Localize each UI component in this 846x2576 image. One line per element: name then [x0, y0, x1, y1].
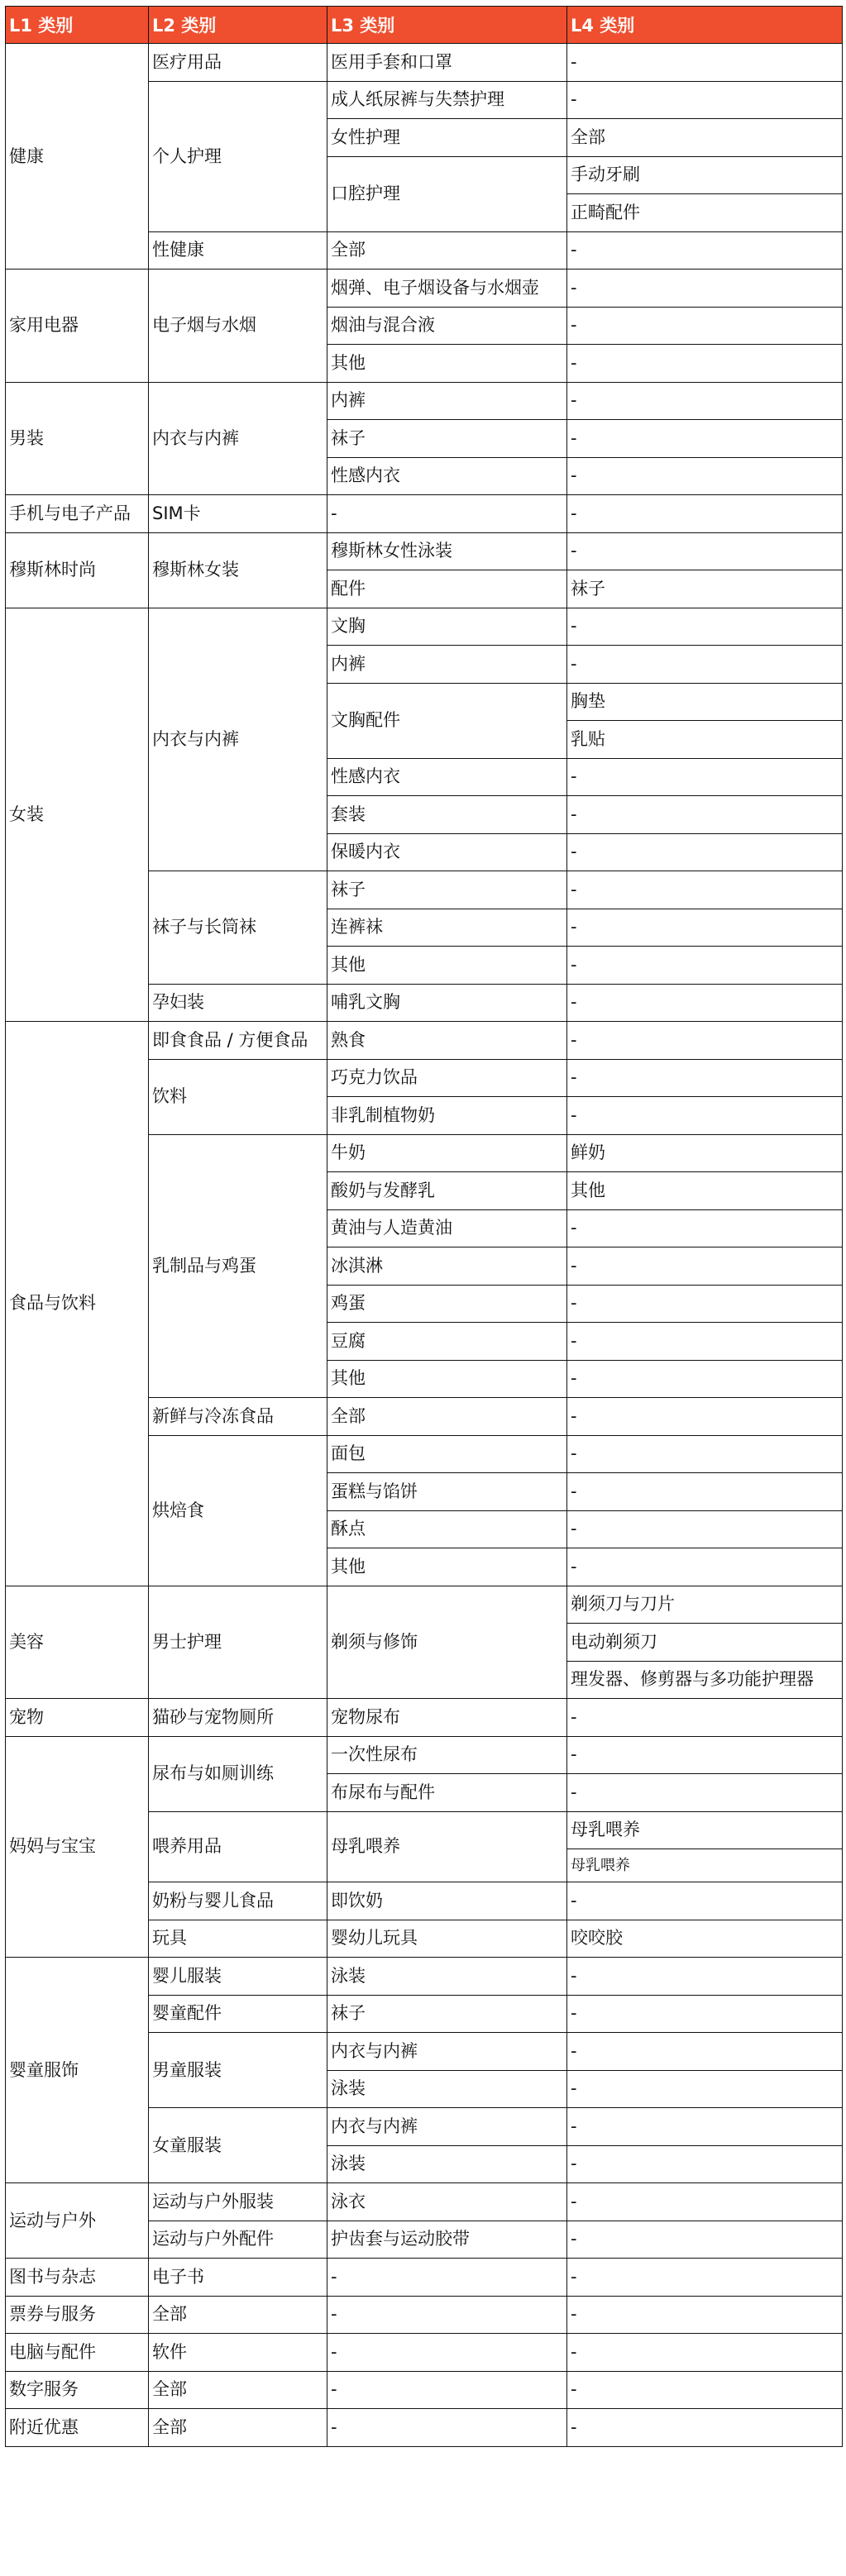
l3-category-cell: 穆斯林女性泳装 — [327, 532, 567, 570]
l3-category-cell: 内裤 — [327, 646, 567, 684]
l4-category-cell: - — [567, 1435, 843, 1473]
l3-category-cell: 性感内衣 — [327, 457, 567, 495]
l4-category-cell: - — [567, 1360, 843, 1398]
l3-category-cell: 巧克力饮品 — [327, 1059, 567, 1097]
l3-category-cell: 全部 — [327, 1398, 567, 1436]
l3-category-cell: 泳衣 — [327, 2183, 567, 2221]
l1-category-cell: 数字服务 — [6, 2371, 149, 2409]
l3-category-cell: 文胸 — [327, 608, 567, 646]
l2-category-cell: 孕妇装 — [149, 984, 327, 1022]
l4-category-cell: - — [567, 457, 843, 495]
l3-category-cell: 袜子 — [327, 1995, 567, 2033]
l3-category-cell: 布尿布与配件 — [327, 1774, 567, 1812]
l1-category-cell: 健康 — [6, 44, 149, 270]
l1-category-cell: 女装 — [6, 608, 149, 1022]
l4-category-cell: - — [567, 2033, 843, 2071]
l4-category-cell: - — [567, 2409, 843, 2447]
l4-category-cell: - — [567, 1699, 843, 1737]
l2-category-cell: 尿布与如厕训练 — [149, 1736, 327, 1811]
l4-category-cell: 电动剃须刀 — [567, 1624, 843, 1662]
l1-category-cell: 宠物 — [6, 1699, 149, 1737]
l4-category-cell: - — [567, 44, 843, 82]
l4-category-cell: - — [567, 796, 843, 834]
l4-category-cell: 母乳喂养 — [567, 1849, 843, 1882]
l4-category-cell: - — [567, 1473, 843, 1511]
l4-category-cell: 袜子 — [567, 570, 843, 608]
l3-category-cell: 泳装 — [327, 2145, 567, 2183]
l3-category-cell: 其他 — [327, 947, 567, 985]
l4-category-cell: - — [567, 1097, 843, 1135]
l3-category-cell: 口腔护理 — [327, 156, 567, 231]
l4-category-cell: - — [567, 270, 843, 308]
table-row — [6, 2259, 843, 2297]
l4-category-cell: - — [567, 307, 843, 345]
l4-category-cell: - — [567, 1323, 843, 1361]
l1-category-cell: 男装 — [6, 382, 149, 495]
table-header-row — [6, 7, 843, 44]
header-l3: L3 类别 — [327, 7, 567, 44]
l4-category-cell: - — [567, 1285, 843, 1323]
l2-category-cell: 新鲜与冷冻食品 — [149, 1398, 327, 1436]
l1-category-cell: 附近优惠 — [6, 2409, 149, 2447]
l4-category-cell: - — [567, 1774, 843, 1812]
header-l4: L4 类别 — [567, 7, 843, 44]
l4-category-cell: - — [567, 833, 843, 871]
l3-category-cell: 蛋糕与馅饼 — [327, 1473, 567, 1511]
l3-category-cell: 面包 — [327, 1435, 567, 1473]
l3-category-cell: 其他 — [327, 345, 567, 383]
l3-category-cell: 一次性尿布 — [327, 1736, 567, 1774]
l4-category-cell: 乳贴 — [567, 721, 843, 759]
l3-category-cell: 熟食 — [327, 1022, 567, 1060]
l2-category-cell: 即食食品 / 方便食品 — [149, 1022, 327, 1060]
l2-category-cell: 穆斯林女装 — [149, 532, 327, 608]
l2-category-cell: 电子烟与水烟 — [149, 270, 327, 383]
table-row — [6, 2183, 843, 2221]
l2-category-cell: 运动与户外配件 — [149, 2221, 327, 2259]
l4-category-cell: 手动牙刷 — [567, 156, 843, 194]
l3-category-cell: 牛奶 — [327, 1134, 567, 1172]
l4-category-cell: - — [567, 420, 843, 458]
l3-category-cell: 内衣与内裤 — [327, 2108, 567, 2146]
l4-category-cell: - — [567, 1958, 843, 1996]
l2-category-cell: SIM卡 — [149, 495, 327, 533]
l4-category-cell: - — [567, 382, 843, 420]
table-row — [6, 2409, 843, 2447]
l2-category-cell: 烘焙食 — [149, 1435, 327, 1586]
l3-category-cell: 保暖内衣 — [327, 833, 567, 871]
l2-category-cell: 性健康 — [149, 231, 327, 270]
l4-category-cell: - — [567, 2183, 843, 2221]
l2-category-cell: 全部 — [149, 2409, 327, 2447]
table-row — [6, 1699, 843, 1737]
l3-category-cell: 哺乳文胸 — [327, 984, 567, 1022]
l2-category-cell: 婴童配件 — [149, 1995, 327, 2033]
l2-category-cell: 乳制品与鸡蛋 — [149, 1134, 327, 1398]
l4-category-cell: - — [567, 1736, 843, 1774]
l3-category-cell: 医用手套和口罩 — [327, 44, 567, 82]
l1-category-cell: 食品与饮料 — [6, 1022, 149, 1586]
l3-category-cell: 其他 — [327, 1360, 567, 1398]
l3-category-cell: 母乳喂养 — [327, 1811, 567, 1882]
l2-category-cell: 内衣与内裤 — [149, 382, 327, 495]
table-row — [6, 382, 843, 420]
l2-category-cell: 猫砂与宠物厕所 — [149, 1699, 327, 1737]
l4-category-cell: - — [567, 1510, 843, 1548]
l3-category-cell: 全部 — [327, 231, 567, 270]
l3-category-cell: 配件 — [327, 570, 567, 608]
l3-category-cell: 泳装 — [327, 1958, 567, 1996]
l4-category-cell: - — [567, 947, 843, 985]
table-row — [6, 1958, 843, 1996]
l2-category-cell: 男士护理 — [149, 1586, 327, 1699]
l3-category-cell: - — [327, 2259, 567, 2297]
l3-category-cell: 连裤袜 — [327, 909, 567, 947]
l1-category-cell: 美容 — [6, 1586, 149, 1699]
l3-category-cell: 成人纸尿裤与失禁护理 — [327, 81, 567, 119]
l1-category-cell: 图书与杂志 — [6, 2259, 149, 2297]
table-row — [6, 2371, 843, 2409]
l3-category-cell: 酸奶与发酵乳 — [327, 1172, 567, 1210]
l3-category-cell: 非乳制植物奶 — [327, 1097, 567, 1135]
l3-category-cell: 性感内衣 — [327, 758, 567, 796]
l4-category-cell: - — [567, 1247, 843, 1286]
l2-category-cell: 饮料 — [149, 1059, 327, 1134]
l4-category-cell: - — [567, 1995, 843, 2033]
l1-category-cell: 电脑与配件 — [6, 2334, 149, 2372]
l2-category-cell: 医疗用品 — [149, 44, 327, 82]
l2-category-cell: 个人护理 — [149, 81, 327, 231]
l3-category-cell: - — [327, 2334, 567, 2372]
l4-category-cell: - — [567, 2221, 843, 2259]
l4-category-cell: - — [567, 984, 843, 1022]
l3-category-cell: 其他 — [327, 1548, 567, 1586]
l2-category-cell: 袜子与长筒袜 — [149, 871, 327, 985]
l4-category-cell: - — [567, 2296, 843, 2334]
l2-category-cell: 软件 — [149, 2334, 327, 2372]
l1-category-cell: 妈妈与宝宝 — [6, 1736, 149, 1958]
l2-category-cell: 运动与户外服装 — [149, 2183, 327, 2221]
l4-category-cell: 剃须刀与刀片 — [567, 1586, 843, 1624]
l4-category-cell: - — [567, 608, 843, 646]
header-l1: L1 类别 — [6, 7, 149, 44]
l4-category-cell: - — [567, 345, 843, 383]
l2-category-cell: 电子书 — [149, 2259, 327, 2297]
table-row — [6, 270, 843, 308]
l4-category-cell: - — [567, 1398, 843, 1436]
l3-category-cell: - — [327, 2296, 567, 2334]
l3-category-cell: - — [327, 2409, 567, 2447]
l4-category-cell: 其他 — [567, 1172, 843, 1210]
l3-category-cell: 豆腐 — [327, 1323, 567, 1361]
l3-category-cell: 即饮奶 — [327, 1882, 567, 1920]
l3-category-cell: 烟弹、电子烟设备与水烟壶 — [327, 270, 567, 308]
l2-category-cell: 全部 — [149, 2371, 327, 2409]
l2-category-cell: 奶粉与婴儿食品 — [149, 1882, 327, 1920]
l4-category-cell: 母乳喂养 — [567, 1811, 843, 1849]
l4-category-cell: - — [567, 871, 843, 909]
l1-category-cell: 家用电器 — [6, 270, 149, 383]
l4-category-cell: 理发器、修剪器与多功能护理器 — [567, 1661, 843, 1699]
table-row — [6, 1022, 843, 1060]
l3-category-cell: 宠物尿布 — [327, 1699, 567, 1737]
l4-category-cell: - — [567, 758, 843, 796]
l3-category-cell: 泳装 — [327, 2070, 567, 2108]
l3-category-cell: 婴幼儿玩具 — [327, 1920, 567, 1958]
table-row — [6, 608, 843, 646]
l4-category-cell: - — [567, 1022, 843, 1060]
l4-category-cell: 全部 — [567, 119, 843, 157]
table-row — [6, 532, 843, 570]
l3-category-cell: 冰淇淋 — [327, 1247, 567, 1286]
l3-category-cell: - — [327, 2371, 567, 2409]
l4-category-cell: - — [567, 495, 843, 533]
l2-category-cell: 婴儿服装 — [149, 1958, 327, 1996]
l2-category-cell: 玩具 — [149, 1920, 327, 1958]
table-row — [6, 44, 843, 82]
l4-category-cell: 咬咬胶 — [567, 1920, 843, 1958]
l2-category-cell: 女童服装 — [149, 2108, 327, 2183]
l4-category-cell: - — [567, 2070, 843, 2108]
l4-category-cell: - — [567, 2259, 843, 2297]
l3-category-cell: 内裤 — [327, 382, 567, 420]
l3-category-cell: 女性护理 — [327, 119, 567, 157]
l1-category-cell: 票券与服务 — [6, 2296, 149, 2334]
l4-category-cell: - — [567, 1059, 843, 1097]
l3-category-cell: 袜子 — [327, 420, 567, 458]
table-row — [6, 1736, 843, 1774]
table-row — [6, 1586, 843, 1624]
l3-category-cell: - — [327, 495, 567, 533]
l1-category-cell: 运动与户外 — [6, 2183, 149, 2259]
l4-category-cell: 鲜奶 — [567, 1134, 843, 1172]
l4-category-cell: - — [567, 1548, 843, 1586]
l3-category-cell: 护齿套与运动胶带 — [327, 2221, 567, 2259]
table-body — [6, 44, 843, 2447]
table-row — [6, 495, 843, 533]
l4-category-cell: - — [567, 1882, 843, 1920]
l4-category-cell: - — [567, 532, 843, 570]
l4-category-cell: - — [567, 231, 843, 270]
l1-category-cell: 穆斯林时尚 — [6, 532, 149, 608]
l4-category-cell: - — [567, 2108, 843, 2146]
l4-category-cell: - — [567, 646, 843, 684]
l3-category-cell: 剃须与修饰 — [327, 1586, 567, 1699]
l4-category-cell: - — [567, 2371, 843, 2409]
table-row — [6, 2334, 843, 2372]
l3-category-cell: 烟油与混合液 — [327, 307, 567, 345]
l2-category-cell: 喂养用品 — [149, 1811, 327, 1882]
header-l2: L2 类别 — [149, 7, 327, 44]
l4-category-cell: 胸垫 — [567, 683, 843, 721]
l3-category-cell: 黄油与人造黄油 — [327, 1209, 567, 1247]
l4-category-cell: - — [567, 2334, 843, 2372]
l2-category-cell: 男童服装 — [149, 2033, 327, 2108]
l2-category-cell: 全部 — [149, 2296, 327, 2334]
table-row — [6, 2296, 843, 2334]
l4-category-cell: - — [567, 81, 843, 119]
category-table-container — [5, 6, 843, 2447]
l3-category-cell: 内衣与内裤 — [327, 2033, 567, 2071]
l4-category-cell: - — [567, 1209, 843, 1247]
l4-category-cell: 正畸配件 — [567, 194, 843, 232]
l2-category-cell: 内衣与内裤 — [149, 608, 327, 871]
l3-category-cell: 袜子 — [327, 871, 567, 909]
l3-category-cell: 酥点 — [327, 1510, 567, 1548]
category-table — [5, 6, 843, 2447]
l3-category-cell: 文胸配件 — [327, 683, 567, 758]
l3-category-cell: 鸡蛋 — [327, 1285, 567, 1323]
l1-category-cell: 婴童服饰 — [6, 1958, 149, 2183]
l3-category-cell: 套装 — [327, 796, 567, 834]
l4-category-cell: - — [567, 909, 843, 947]
l4-category-cell: - — [567, 2145, 843, 2183]
l1-category-cell: 手机与电子产品 — [6, 495, 149, 533]
